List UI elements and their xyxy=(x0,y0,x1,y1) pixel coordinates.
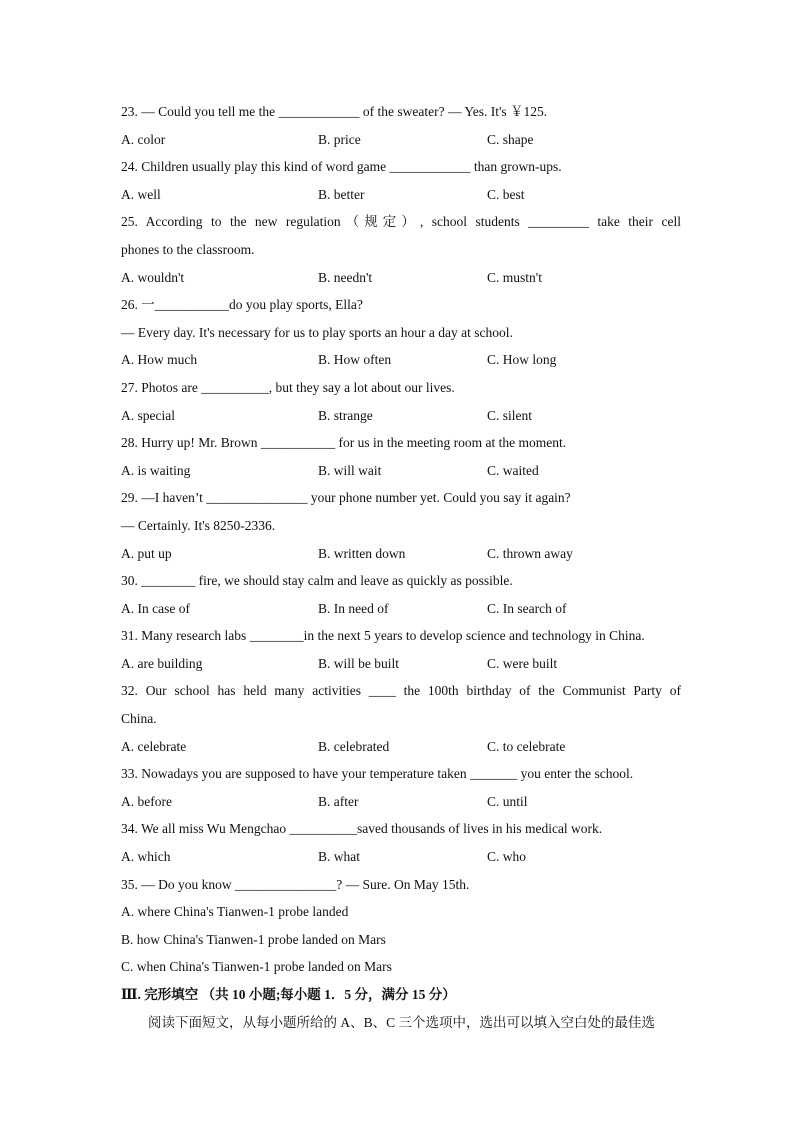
options-row xyxy=(121,126,681,154)
option-b[interactable]: B. better xyxy=(318,186,365,202)
option-b[interactable]: B. will wait xyxy=(318,462,382,478)
section-instruction: 阅读下面短文，从每小题所给的 A、B、C 三个选项中，选出可以填入空白处的最佳选 xyxy=(148,1014,656,1030)
question-stem: 35. — Do you know _______________? — Sure. On May 15th. xyxy=(121,876,470,892)
option-a[interactable]: A. celebrate xyxy=(121,738,187,754)
option-a[interactable]: A. put up xyxy=(121,545,172,561)
question-28 xyxy=(121,429,681,484)
option-b[interactable]: B. what xyxy=(318,849,360,865)
option-a[interactable]: A. before xyxy=(121,793,172,809)
option-b[interactable]: B. strange xyxy=(318,407,373,423)
option-b[interactable]: B. after xyxy=(318,793,359,809)
question-23 xyxy=(121,98,681,153)
option-b[interactable]: B. celebrated xyxy=(318,738,390,754)
option-c[interactable]: C. best xyxy=(487,186,525,202)
question-stem: 24. Children usually play this kind of word game ____________ than grown-ups. xyxy=(121,159,562,175)
question-stem: 32. Our school has held many activities ____ the 100th birthday of the Communist Party of xyxy=(121,683,681,699)
option-a[interactable]: A. In case of xyxy=(121,600,190,616)
options-row xyxy=(121,457,681,485)
options-row xyxy=(121,788,681,816)
question-stem: 27. Photos are __________, but they say a lot about our lives. xyxy=(121,379,455,395)
option-b[interactable]: B. how China's Tianwen-1 probe landed on Mars xyxy=(121,931,386,947)
option-a[interactable]: A. wouldn't xyxy=(121,269,185,285)
option-b[interactable]: B. In need of xyxy=(318,600,389,616)
option-c[interactable]: C. shape xyxy=(487,131,534,147)
option-b[interactable]: B. needn't xyxy=(318,269,373,285)
question-stem-continued: phones to the classroom. xyxy=(121,241,255,257)
question-24 xyxy=(121,153,681,208)
question-27 xyxy=(121,374,681,429)
option-a[interactable]: A. where China's Tianwen-1 probe landed xyxy=(121,904,349,920)
options-row xyxy=(121,733,681,761)
question-stem-continued: — Every day. It's necessary for us to play sports an hour a day at school. xyxy=(121,324,513,340)
option-b[interactable]: B. written down xyxy=(318,545,406,561)
option-a[interactable]: A. which xyxy=(121,849,171,865)
option-b[interactable]: B. will be built xyxy=(318,655,399,671)
option-c[interactable]: C. waited xyxy=(487,462,539,478)
question-35 xyxy=(121,871,681,981)
options-row xyxy=(121,346,681,374)
options-row xyxy=(121,264,681,292)
question-25 xyxy=(121,208,681,291)
question-26 xyxy=(121,291,681,374)
option-b[interactable]: B. price xyxy=(318,131,361,147)
option-c[interactable]: C. when China's Tianwen-1 probe landed on Mars xyxy=(121,959,392,975)
option-c[interactable]: C. silent xyxy=(487,407,533,423)
option-a[interactable]: A. color xyxy=(121,131,166,147)
question-stem: 23. — Could you tell me the ____________ of the sweater? — Yes. It's ￥125. xyxy=(121,104,548,119)
question-stem-continued: — Certainly. It's 8250-2336. xyxy=(121,517,276,533)
exam-page xyxy=(121,98,681,1036)
option-a[interactable]: A. How much xyxy=(121,352,198,368)
option-c[interactable]: C. mustn't xyxy=(487,269,542,285)
question-stem: 25. According to the new regulation（规定）, school students _________ take their cell xyxy=(121,214,681,230)
question-30 xyxy=(121,567,681,622)
options-row xyxy=(121,540,681,568)
question-34 xyxy=(121,815,681,870)
option-c[interactable]: C. until xyxy=(487,793,528,809)
question-stem: 34. We all miss Wu Mengchao __________saved thousands of lives in his medical work. xyxy=(121,821,603,837)
option-a[interactable]: A. well xyxy=(121,186,161,202)
question-stem: 30. ________ fire, we should stay calm and leave as quickly as possible. xyxy=(121,573,513,589)
question-32 xyxy=(121,677,681,760)
option-c[interactable]: C. to celebrate xyxy=(487,738,566,754)
question-stem: 29. —I haven’t _______________ your phone number yet. Could you say it again? xyxy=(121,490,571,506)
question-stem: 33. Nowadays you are supposed to have your temperature taken _______ you enter the school. xyxy=(121,766,634,782)
option-a[interactable]: A. special xyxy=(121,407,175,423)
options-row xyxy=(121,402,681,430)
question-stem-continued: China. xyxy=(121,711,157,727)
option-a[interactable]: A. is waiting xyxy=(121,462,191,478)
question-list xyxy=(121,98,681,981)
option-c[interactable]: C. were built xyxy=(487,655,558,671)
options-row xyxy=(121,181,681,209)
question-stem: 28. Hurry up! Mr. Brown ___________ for us in the meeting room at the moment. xyxy=(121,435,567,451)
question-31 xyxy=(121,622,681,677)
option-a[interactable]: A. are building xyxy=(121,655,203,671)
options-row xyxy=(121,595,681,623)
option-b[interactable]: B. How often xyxy=(318,352,392,368)
section-heading: Ⅲ. 完形填空 （共 10 小题;每小题 1．5 分，满分 15 分） xyxy=(121,987,456,1002)
question-stem: 31. Many research labs ________in the next 5 years to develop science and technology in China. xyxy=(121,628,645,644)
options-row xyxy=(121,843,681,871)
question-29 xyxy=(121,484,681,567)
options-row xyxy=(121,650,681,678)
question-stem: 26. 一___________do you play sports, Ella? xyxy=(121,297,363,313)
option-c[interactable]: C. thrown away xyxy=(487,545,573,561)
question-33 xyxy=(121,760,681,815)
option-c[interactable]: C. In search of xyxy=(487,600,567,616)
option-c[interactable]: C. who xyxy=(487,849,527,865)
option-c[interactable]: C. How long xyxy=(487,352,557,368)
